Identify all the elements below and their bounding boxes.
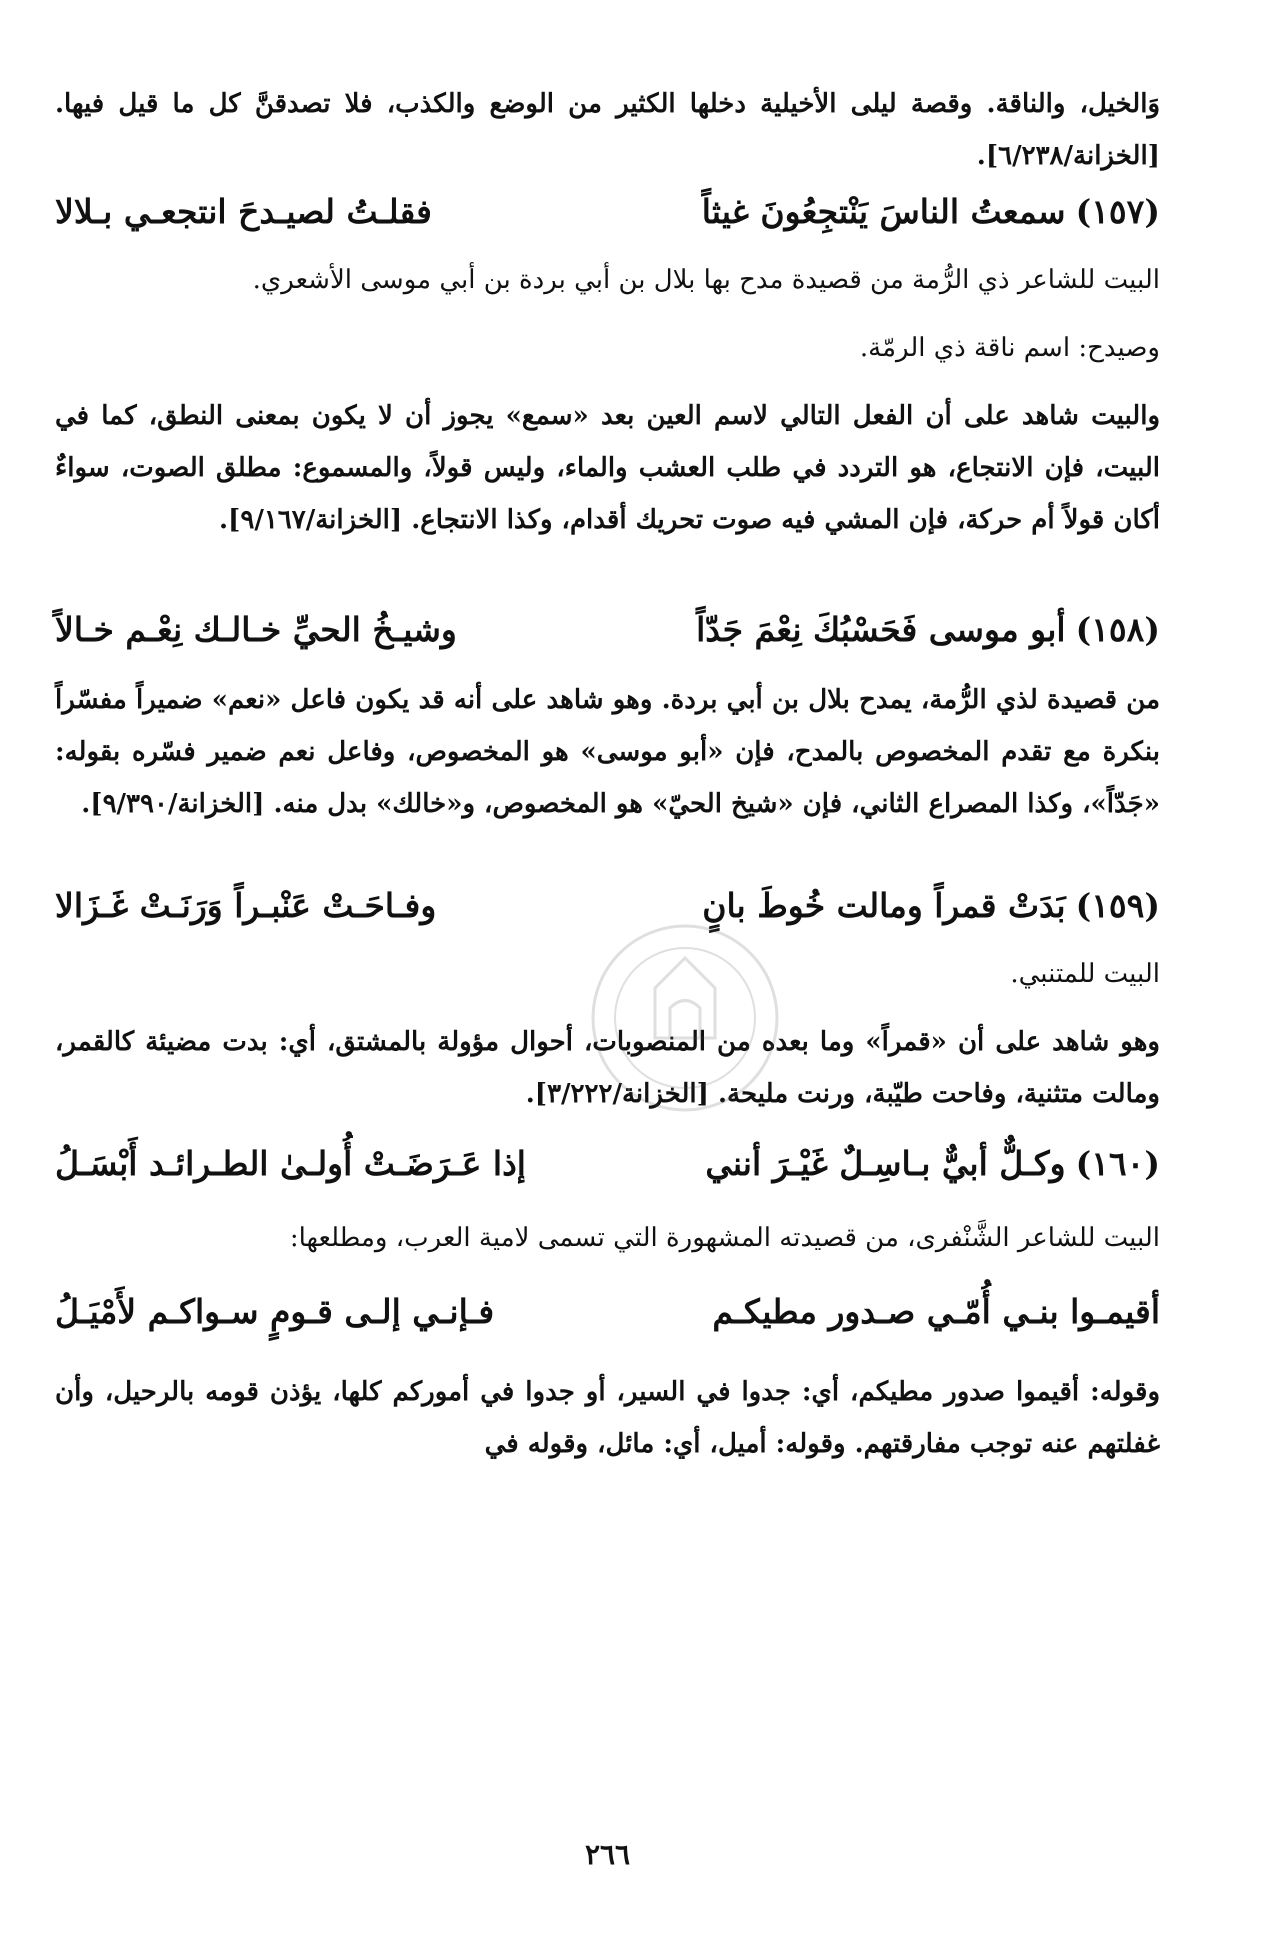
paragraph: البيت للشاعر ذي الرُّمة من قصيدة مدح بها بلال بن أبي بردة بن أبي موسى الأشعري. [252, 265, 1160, 295]
verse-first-hemistich [696, 600, 1160, 660]
verse-line [55, 1134, 1160, 1194]
verse-second-hemistich: وشيـخُ الحيِّ خـالـك نِعْـم خـالاً [55, 610, 457, 649]
paragraph: البيت للشاعر الشَّنْفرى، من قصيدته المشهورة التي تسمى لامية العرب، ومطلعها: [289, 1223, 1160, 1253]
verse-first-hemistich: أقيمـوا بنـي أُمّـي صـدور مطيكـم [712, 1292, 1160, 1331]
library-seal-watermark [585, 918, 785, 1118]
verse-first-text: بَدَتْ قمراً ومالت خُوطَ بانٍ [702, 886, 1066, 925]
paragraph: البيت للمتنبي. [1010, 959, 1160, 989]
verse-number: (١٥٨) [1075, 610, 1160, 649]
verse-second-hemistich: وفـاحَـتْ عَنْبـراً وَرَنَـتْ غَـزَالا [55, 886, 437, 925]
page-number: ٢٦٦ [584, 1838, 631, 1871]
paragraph: وهو شاهد على أن «قمراً» وما بعده من المنصوبات، أحوال مؤولة بالمشتق، أي: بدت مضيئة كالقمر، ومالت متثنية، وفاحت طيّبة، ورنت مليحة. [الخزانة/٣/٢٢٢]. [55, 1027, 1160, 1109]
verse-number: (١٦٠) [1075, 1144, 1160, 1183]
document-page [55, 78, 1160, 1918]
paragraph: وَالخيل، والناقة. وقصة ليلى الأخيلية دخلها الكثير من الوضع والكذب، فلا تصدقنَّ كل ما قيل فيها. [الخزانة/٦/٢٣٨]. [55, 89, 1160, 171]
verse-first-text: أبو موسى فَحَسْبُكَ نِعْمَ جَدّاً [696, 610, 1066, 649]
verse-first-hemistich [702, 182, 1160, 242]
verse-number: (١٥٩) [1075, 886, 1160, 925]
verse-first-hemistich [705, 1134, 1160, 1194]
paragraph: والبيت شاهد على أن الفعل التالي لاسم العين بعد «سمع» يجوز أن لا يكون بمعنى النطق، كما في البيت، فإن الانتجاع، هو التردد في طلب العشب والماء، وليس قولاً، والمسموع: مطلق الصوت، سواءٌ أكان قولاً أم حركة، فإن المشي فيه صوت تحريك أقدام، وكذا الانتجاع. [الخزانة/٩/١٦٧]. [55, 401, 1160, 535]
paragraph: من قصيدة لذي الرُّمة، يمدح بلال بن أبي بردة. وهو شاهد على أنه قد يكون فاعل «نعم» ضميراً مفسّراً بنكرة مع تقدم المخصوص بالمدح، فإن «أبو موسى» هو المخصوص، وفاعل نعم ضمير فسّره بقوله: «جَدّاً»، وكذا المصراع الثاني، فإن «شيخ الحيّ» هو المخصوص، و«خالك» بدل منه. [الخزانة/٩/٣٩٠]. [55, 685, 1160, 819]
verse-first-text: وكـلٌّ أبيٌّ بـاسِـلٌ غَيْـرَ أنني [705, 1144, 1066, 1183]
verse-second-hemistich: فـإنـي إلـى قـومٍ سـواكـم لأَمْيَـلُ [55, 1292, 495, 1331]
verse-first-text: سمعتُ الناسَ يَنْتجِعُونَ غيثاً [701, 192, 1066, 231]
paragraph: وقوله: أقيموا صدور مطيكم، أي: جدوا في السير، أو جدوا في أموركم كلها، يؤذن قومه بالرحيل، وأن غفلتهم عنه توجب مفارقتهم. وقوله: أميل، أي: مائل، وقوله في [55, 1377, 1160, 1459]
verse-line [55, 1282, 1160, 1342]
paragraph: وصيدح: اسم ناقة ذي الرمّة. [859, 333, 1160, 363]
verse-second-hemistich: فقلـتُ لصيـدحَ انتجعـي بـلالا [55, 192, 432, 231]
verse-number: (١٥٧) [1075, 192, 1160, 231]
verse-line [55, 600, 1160, 660]
verse-line [55, 182, 1160, 242]
verse-second-hemistich: إذا عَـرَضَـتْ أُولـىٰ الطـرائـد أَبْسَـلُ [55, 1144, 526, 1183]
